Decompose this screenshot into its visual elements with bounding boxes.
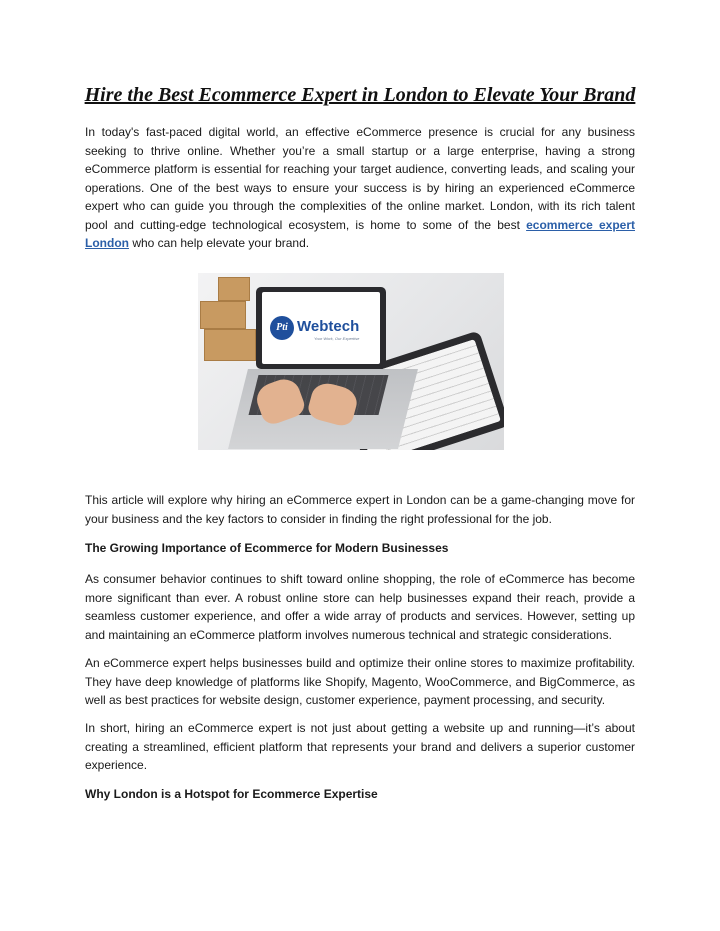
section-heading-importance: The Growing Importance of Ecommerce for Modern Businesses bbox=[85, 541, 449, 555]
paragraph-expert-role: An eCommerce expert helps businesses build and optimize their online stores to maximize profitability. They have deep knowledge of platforms like Shopify, Magento, WooCommerce, and BigCommerce, as well as best practices for website design, customer experience, payment processing, and security. bbox=[85, 656, 635, 707]
laptop-illustration bbox=[198, 273, 504, 450]
paragraph-in-short: In short, hiring an eCommerce expert is not just about getting a website up and running—it’s about creating a streamlined, efficient platform that represents your brand and delivers a superior customer experience. bbox=[85, 721, 635, 772]
paragraph-consumer-behavior: As consumer behavior continues to shift toward online shopping, the role of eCommerce has become more significant than ever. A robust online store can help businesses expand their reach, provide a seamless customer experience, and offer a wide array of products and services. However, setting up and maintaining an eCommerce platform involves numerous technical and strategic considerations. bbox=[85, 572, 635, 642]
intro-text-end: who can help elevate your brand. bbox=[128, 236, 310, 250]
intro-text-start: In today's fast-paced digital world, an effective eCommerce presence is crucial for any business seeking to thrive online. Whether you’re a small startup or a large enterprise, having a strong eCommerce platform is essential for reaching your target audience, converting leads, and scaling your operations. One of the best ways to ensure your success is by hiring an experienced eCommerce expert who can guide you through the complexities of the online market. London, with its rich talent pool and cutting-edge technological ecosystem, is home to some of the best bbox=[85, 125, 635, 232]
document-title: Hire the Best Ecommerce Expert in London to Elevate Your Brand bbox=[84, 84, 636, 106]
webtech-logo-tagline: Your Work, Our Expertise bbox=[314, 336, 360, 341]
webtech-logo-name: Webtech bbox=[297, 318, 360, 335]
webtech-logo-badge: Pti bbox=[270, 316, 294, 340]
ecommerce-expert-london-link[interactable]: ecommerce expert London bbox=[85, 217, 636, 250]
laptop-screen bbox=[256, 287, 386, 369]
section-heading-london: Why London is a Hotspot for Ecommerce Expertise bbox=[85, 787, 378, 801]
intro-paragraph bbox=[85, 123, 635, 253]
article-scope-paragraph: This article will explore why hiring an eCommerce expert in London can be a game-changing move for your business and the key factors to consider in finding the right professional for the job. bbox=[85, 493, 635, 526]
